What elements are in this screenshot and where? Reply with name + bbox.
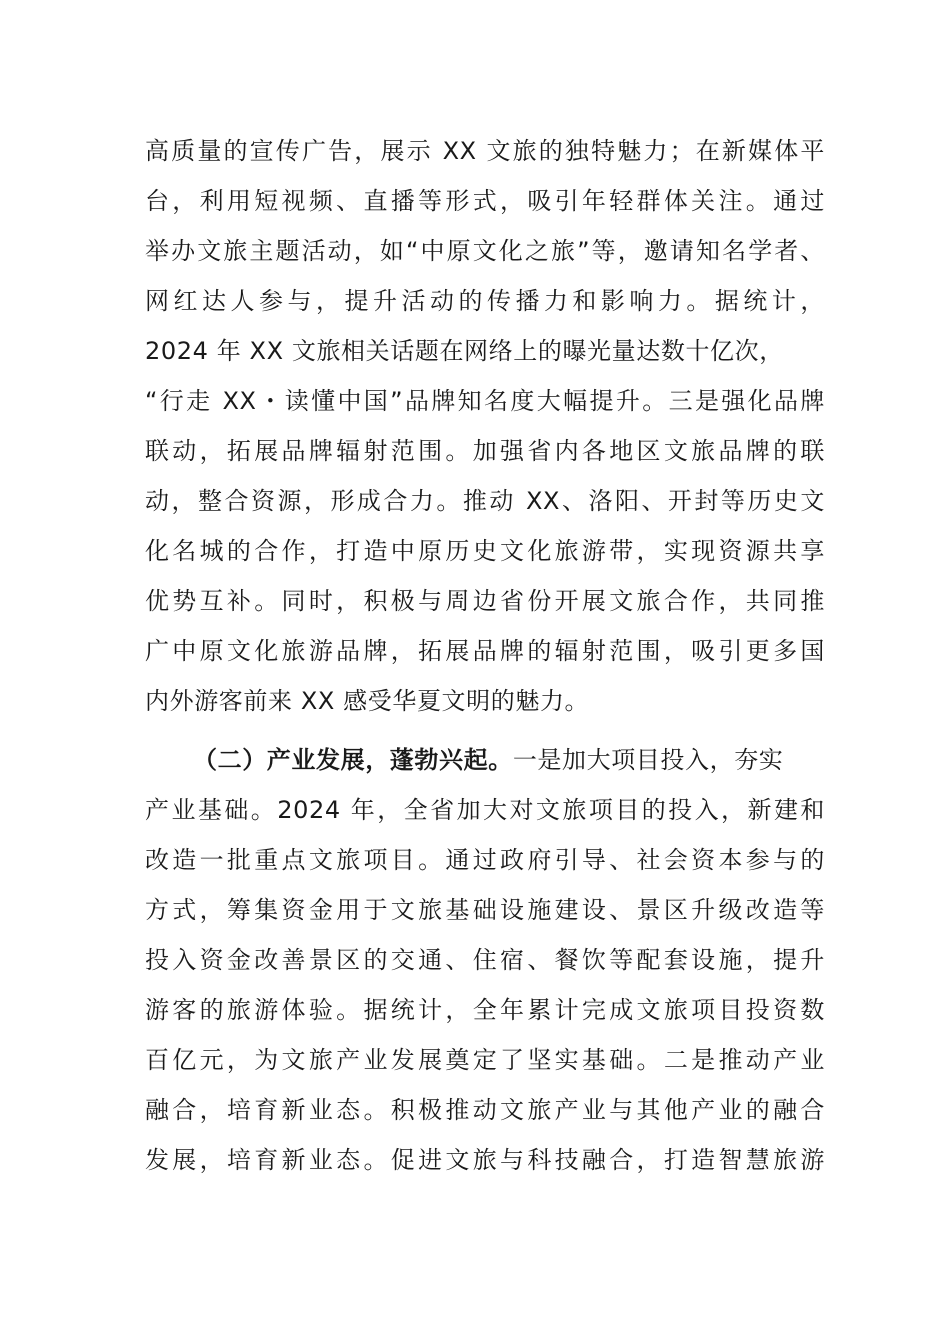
text-line: 发展，培育新业态。促进文旅与科技融合，打造智慧旅游 [145,1146,825,1174]
section-heading: （二）产业发展，蓬勃兴起。 [193,746,513,774]
first-line-text: 一是加大项目投入，夯实 [512,746,784,774]
text-line: 举办文旅主题活动，如“中原文化之旅”等，邀请知名学者、 [145,237,825,265]
text-line: 2024 年 XX 文旅相关话题在网络上的曝光量达数十亿次， [145,337,784,365]
text-line: “行走 XX・读懂中国”品牌知名度大幅提升。三是强化品牌 [145,387,825,415]
text-line: 网红达人参与，提升活动的传播力和影响力。据统计， [145,287,825,315]
text-line: 优势互补。同时，积极与周边省份开展文旅合作，共同推 [145,587,825,615]
text-line: 联动，拓展品牌辐射范围。加强省内各地区文旅品牌的联 [145,437,825,465]
text-line: 投入资金改善景区的交通、住宿、餐饮等配套设施，提升 [145,946,825,974]
text-line: 游客的旅游体验。据统计，全年累计完成文旅项目投资数 [145,996,825,1024]
text-line: 改造一批重点文旅项目。通过政府引导、社会资本参与的 [145,846,825,874]
text-line: 广中原文化旅游品牌，拓展品牌的辐射范围，吸引更多国 [145,637,825,665]
text-line: 方式，筹集资金用于文旅基础设施建设、景区升级改造等 [145,896,825,924]
text-line: 台，利用短视频、直播等形式，吸引年轻群体关注。通过 [145,187,825,215]
text-line: 百亿元，为文旅产业发展奠定了坚实基础。二是推动产业 [145,1046,825,1074]
text-line: 高质量的宣传广告，展示 XX 文旅的独特魅力；在新媒体平 [145,137,825,165]
paragraph-first-line [193,735,783,785]
text-line: 动，整合资源，形成合力。推动 XX、洛阳、开封等历史文 [145,487,825,515]
text-line: 内外游客前来 XX 感受华夏文明的魅力。 [145,687,590,715]
text-line: 产业基础。2024 年，全省加大对文旅项目的投入，新建和 [145,796,825,824]
text-line: 融合，培育新业态。积极推动文旅产业与其他产业的融合 [145,1096,825,1124]
text-line: 化名城的合作，打造中原历史文化旅游带，实现资源共享 [145,537,825,565]
